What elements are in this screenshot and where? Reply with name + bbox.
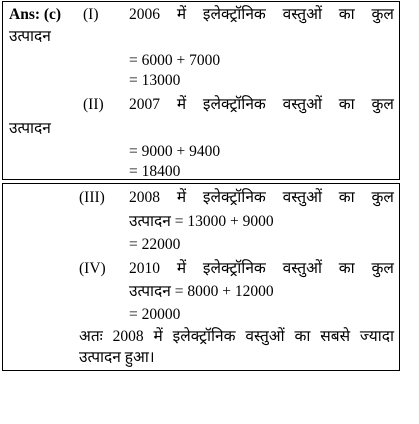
item-iv-statement (129, 260, 394, 278)
item-ii-continuation: उत्पादन (9, 120, 51, 137)
conclusion-line-2: उत्पादन हुआ। (79, 349, 155, 366)
word: वस्तुओं (282, 260, 322, 277)
word: इलेक्ट्रॉनिक (172, 328, 236, 345)
word: का (338, 189, 355, 206)
item-iv-equation: उत्पादन = 8000 + 12000 (129, 283, 274, 300)
word: कुल (371, 96, 394, 113)
item-iv-label: (IV) (79, 260, 106, 277)
word: में (153, 328, 163, 345)
word: वस्तुओं (282, 189, 322, 206)
word: कुल (371, 189, 394, 206)
word: कुल (371, 6, 394, 23)
word: 2007 (129, 96, 160, 113)
word: 2008 (112, 328, 144, 345)
word: 2006 (129, 6, 160, 23)
word: कुल (371, 260, 394, 277)
word: वस्तुओं (282, 96, 322, 113)
word: वस्तुओं (282, 6, 322, 23)
word: का (294, 328, 311, 345)
item-ii-label: (II) (83, 96, 104, 113)
word: इलेक्ट्रॉनिक (202, 6, 266, 23)
item-ii-equation: = 9000 + 9400 (129, 143, 221, 160)
item-iii-statement (129, 189, 394, 207)
word: में (176, 189, 187, 206)
item-ii-statement (129, 96, 394, 114)
answer-box-part-2 (2, 183, 400, 371)
word: इलेक्ट्रॉनिक (202, 189, 266, 206)
answer-label: Ans: (c) (9, 6, 62, 23)
word: का (338, 6, 355, 23)
item-iii-label: (III) (79, 189, 105, 206)
word: में (176, 6, 187, 23)
item-iv-result: = 20000 (129, 306, 181, 323)
word: में (176, 96, 187, 113)
word: का (338, 96, 355, 113)
word: 2008 (129, 189, 160, 206)
word: का (338, 260, 355, 277)
conclusion-line-1 (79, 328, 394, 346)
item-i-equation: = 6000 + 7000 (129, 52, 221, 69)
item-ii-result: = 18400 (129, 163, 181, 180)
word: इलेक्ट्रॉनिक (202, 96, 266, 113)
word: में (176, 260, 187, 277)
word: सबसे (320, 328, 351, 345)
word: अतः (79, 328, 103, 345)
word: इलेक्ट्रॉनिक (202, 260, 266, 277)
item-iii-result: = 22000 (129, 236, 181, 253)
answer-box-part-1 (2, 1, 400, 180)
word: वस्तुओं (245, 328, 285, 345)
word: 2010 (129, 260, 160, 277)
item-i-result: = 13000 (129, 72, 181, 89)
item-i-label: (I) (83, 6, 99, 23)
item-i-statement (129, 6, 394, 24)
item-i-continuation: उत्पादन (9, 28, 51, 45)
word: ज्यादा (359, 328, 394, 345)
item-iii-equation: उत्पादन = 13000 + 9000 (129, 213, 274, 230)
